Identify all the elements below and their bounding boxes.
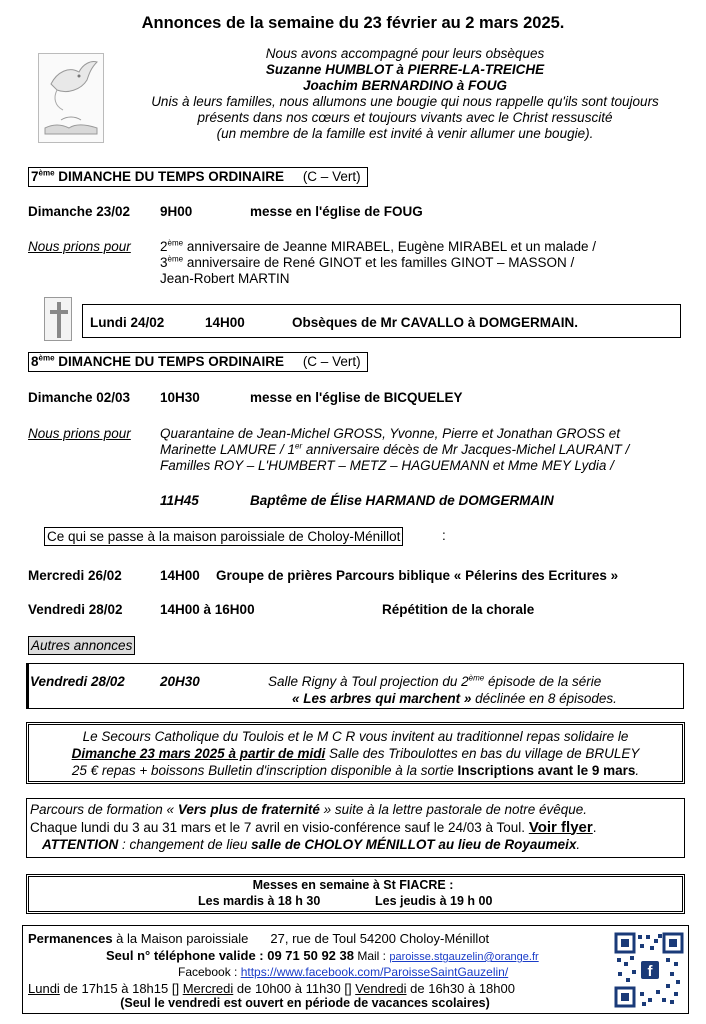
permanences-place: à la Maison paroissiale — [112, 931, 249, 946]
prayer-sup: er — [295, 441, 303, 451]
messes-mardi: Les mardis à 18 h 30 — [198, 894, 321, 908]
prayer-num: 2 — [160, 239, 168, 254]
permanences-phone: Seul n° téléphone valide : 09 71 50 92 38 — [106, 948, 354, 963]
lundi-day: Lundi 24/02 — [90, 315, 165, 330]
messes-jeudi: Les jeudis à 19 h 00 — [375, 894, 493, 908]
parcours-title: Vers plus de fraternité — [177, 802, 320, 817]
sunday2-section-title — [28, 352, 368, 372]
obseques-line-3: (un membre de la famille est invité à venir allumer une bougie). — [216, 126, 594, 141]
parcours-period: . — [576, 837, 581, 852]
secours-line-3 — [26, 762, 685, 779]
cross-image — [44, 297, 72, 341]
obseques-intro: Nous avons accompagné pour leurs obsèques — [265, 46, 545, 61]
sunday1-ordinal: 7 — [31, 169, 39, 184]
prayer-line — [160, 239, 596, 255]
vendredi-day: Vendredi 28/02 — [28, 602, 123, 617]
secours-deadline: Inscriptions avant le 9 mars — [457, 763, 636, 778]
prayer-line — [160, 255, 596, 271]
permanences-line-4 — [28, 981, 515, 996]
facebook-label: Facebook : — [178, 965, 241, 979]
maison-section-title: Ce qui se passe à la maison paroissiale de Choloy-Ménillot — [44, 527, 403, 546]
sunday1-ordinal-sup: ème — [38, 168, 55, 178]
hours-vendredi: de 16h30 à 18h00 — [406, 981, 515, 996]
prayer-text: Jean-Robert MARTIN — [160, 271, 290, 286]
secours-line-1: Le Secours Catholique du Toulois et le M C R vous invitent au traditionnel repas solidaire le — [82, 729, 629, 744]
svg-text:f: f — [647, 963, 653, 980]
sunday2-time: 10H30 — [160, 390, 200, 405]
rigny-text: épisode de la série — [484, 674, 602, 689]
hours-mercredi: de 10h00 à 11h30 [] — [233, 981, 356, 996]
hours-lundi-label: Lundi — [28, 981, 60, 996]
mercredi-event: Groupe de prières Parcours biblique « Pélerins des Ecritures » — [216, 568, 619, 583]
parcours-change-text: : changement de lieu — [118, 837, 252, 852]
sunday2-ordinal-sup: ème — [38, 353, 55, 363]
vendredi-time: 14H00 à 16H00 — [160, 602, 255, 617]
prayer-text: anniversaire de René GINOT et les familles GINOT – MASSON / — [183, 255, 575, 270]
hours-vendredi-label: Vendredi — [355, 981, 407, 996]
permanences-address: 27, rue de Toul 54200 Choloy-Ménillot — [270, 931, 490, 946]
sunday1-prayer-label: Nous prions pour — [28, 239, 131, 254]
messes-semaine-title: Messes en semaine à St FIACRE : — [252, 878, 454, 892]
sunday1-color: (C – Vert) — [302, 169, 361, 184]
autres-annonces-label: Autres annonces — [28, 636, 135, 655]
prayer-line — [160, 442, 629, 458]
parcours-line-3 — [30, 836, 597, 854]
prayer-num: 3 — [160, 255, 168, 270]
sunday1-day: Dimanche 23/02 — [28, 204, 131, 219]
permanences-note: (Seul le vendredi est ouvert en période de vacances scolaires) — [120, 996, 490, 1010]
parcours-new-location: salle de CHOLOY MÉNILLOT au lieu de Royaumeix — [251, 837, 577, 852]
permanences-mail-label: Mail : — [353, 949, 390, 963]
permanences-line-2 — [106, 948, 539, 963]
sunday2-prayer-list — [160, 426, 629, 474]
hours-lundi: de 17h15 à 18h15 [] — [59, 981, 183, 996]
rigny-line-1 — [268, 674, 601, 689]
obseques-notice — [110, 46, 700, 142]
parcours-schedule: Chaque lundi du 3 au 31 mars et le 7 avril en visio-conférence sauf le 24/03 à Toul. — [30, 819, 529, 835]
mercredi-time: 14H00 — [160, 568, 200, 583]
obseques-person-2: Joachim BERNARDINO à FOUG — [302, 78, 508, 93]
sunday1-time: 9H00 — [160, 204, 193, 219]
qr-code-image — [614, 932, 684, 1008]
sunday1-section-title — [28, 167, 368, 187]
parcours-text — [30, 801, 597, 854]
mercredi-day: Mercredi 26/02 — [28, 568, 122, 583]
rigny-day: Vendredi 28/02 — [30, 674, 125, 689]
hours-mercredi-label: Mercredi — [182, 981, 234, 996]
sunday2-prayer-label: Nous prions pour — [28, 426, 131, 441]
rigny-sup: ème — [468, 673, 485, 683]
secours-text — [26, 728, 685, 779]
bapteme-time: 11H45 — [160, 493, 199, 508]
lundi-time: 14H00 — [205, 315, 245, 330]
permanences-line-3 — [178, 965, 508, 979]
facebook-link[interactable]: https://www.facebook.com/ParoisseSaintGauzelin/ — [240, 965, 509, 979]
attention-label: ATTENTION — [42, 837, 119, 852]
vendredi-event: Répétition de la chorale — [382, 602, 535, 617]
sunday2-color: (C – Vert) — [302, 354, 361, 369]
sunday2-title: DIMANCHE DU TEMPS ORDINAIRE — [54, 354, 285, 369]
dove-candle-image — [38, 53, 104, 143]
permanences-mail-link[interactable]: paroisse.stgauzelin@orange.fr — [389, 951, 539, 963]
rigny-series-title: « Les arbres qui marchent » — [292, 691, 472, 706]
secours-date: Dimanche 23 mars 2025 à partir de midi — [71, 746, 326, 761]
bapteme-event: Baptême de Élise HARMAND de DOMGERMAIN — [250, 493, 554, 508]
secours-line-2 — [26, 745, 685, 762]
obseques-person-1: Suzanne HUMBLOT à PIERRE-LA-TREICHE — [265, 62, 545, 77]
sunday2-day: Dimanche 02/03 — [28, 390, 131, 405]
secours-period: . — [635, 763, 640, 778]
prayer-sup: ème — [167, 238, 184, 248]
lundi-event: Obsèques de Mr CAVALLO à DOMGERMAIN. — [292, 315, 579, 330]
prayer-text: anniversaire décès de Mr Jacques-Michel LAURANT / — [302, 442, 630, 457]
sunday1-event: messe en l'église de FOUG — [250, 204, 423, 219]
rigny-text: déclinée en 8 épisodes. — [471, 691, 617, 706]
voir-flyer-link[interactable]: Voir flyer — [528, 818, 593, 836]
sunday2-ordinal: 8 — [31, 354, 39, 369]
prayer-text: Marinette LAMURE / 1 — [160, 442, 296, 457]
prayer-line: Quarantaine de Jean-Michel GROSS, Yvonne, Pierre et Jonathan GROSS et — [160, 426, 620, 441]
permanences-line-1 — [28, 931, 489, 946]
parcours-line-2 — [30, 819, 597, 837]
permanences-label: Permanences — [28, 931, 113, 946]
sunday1-title: DIMANCHE DU TEMPS ORDINAIRE — [54, 169, 285, 184]
sunday2-event: messe en l'église de BICQUELEY — [250, 390, 463, 405]
prayer-sup: ème — [167, 254, 184, 264]
prayer-line: Familles ROY – L'HUMBERT – METZ – HAGUEMANN et Mme MEY Lydia / — [160, 458, 614, 473]
sunday1-prayer-list — [160, 239, 596, 287]
page-title: Annonces de la semaine du 23 février au 2 mars 2025. — [141, 14, 565, 32]
secours-place: Salle des Triboulottes en bas du village de BRULEY — [325, 746, 640, 761]
secours-price: 25 € repas + boissons Bulletin d'inscription disponible à la sortie — [71, 763, 458, 778]
rigny-text: Salle Rigny à Toul projection du 2 — [268, 674, 469, 689]
parcours-text-a: Parcours de formation « — [30, 802, 178, 817]
obseques-line-1: Unis à leurs familles, nous allumons une bougie qui nous rappelle qu'ils sont toujours — [151, 94, 659, 109]
maison-colon: : — [442, 528, 446, 543]
prayer-line — [160, 271, 596, 287]
rigny-line-2 — [292, 691, 617, 706]
parcours-line-1 — [30, 801, 597, 819]
parcours-period: . — [592, 819, 597, 835]
parcours-text-c: » suite à la lettre pastorale de notre évêque. — [319, 802, 588, 817]
obseques-line-2: présents dans nos cœurs et toujours vivants avec le Christ ressuscité — [197, 110, 613, 125]
rigny-time: 20H30 — [160, 674, 200, 689]
prayer-text: anniversaire de Jeanne MIRABEL, Eugène MIRABEL et un malade / — [183, 239, 597, 254]
